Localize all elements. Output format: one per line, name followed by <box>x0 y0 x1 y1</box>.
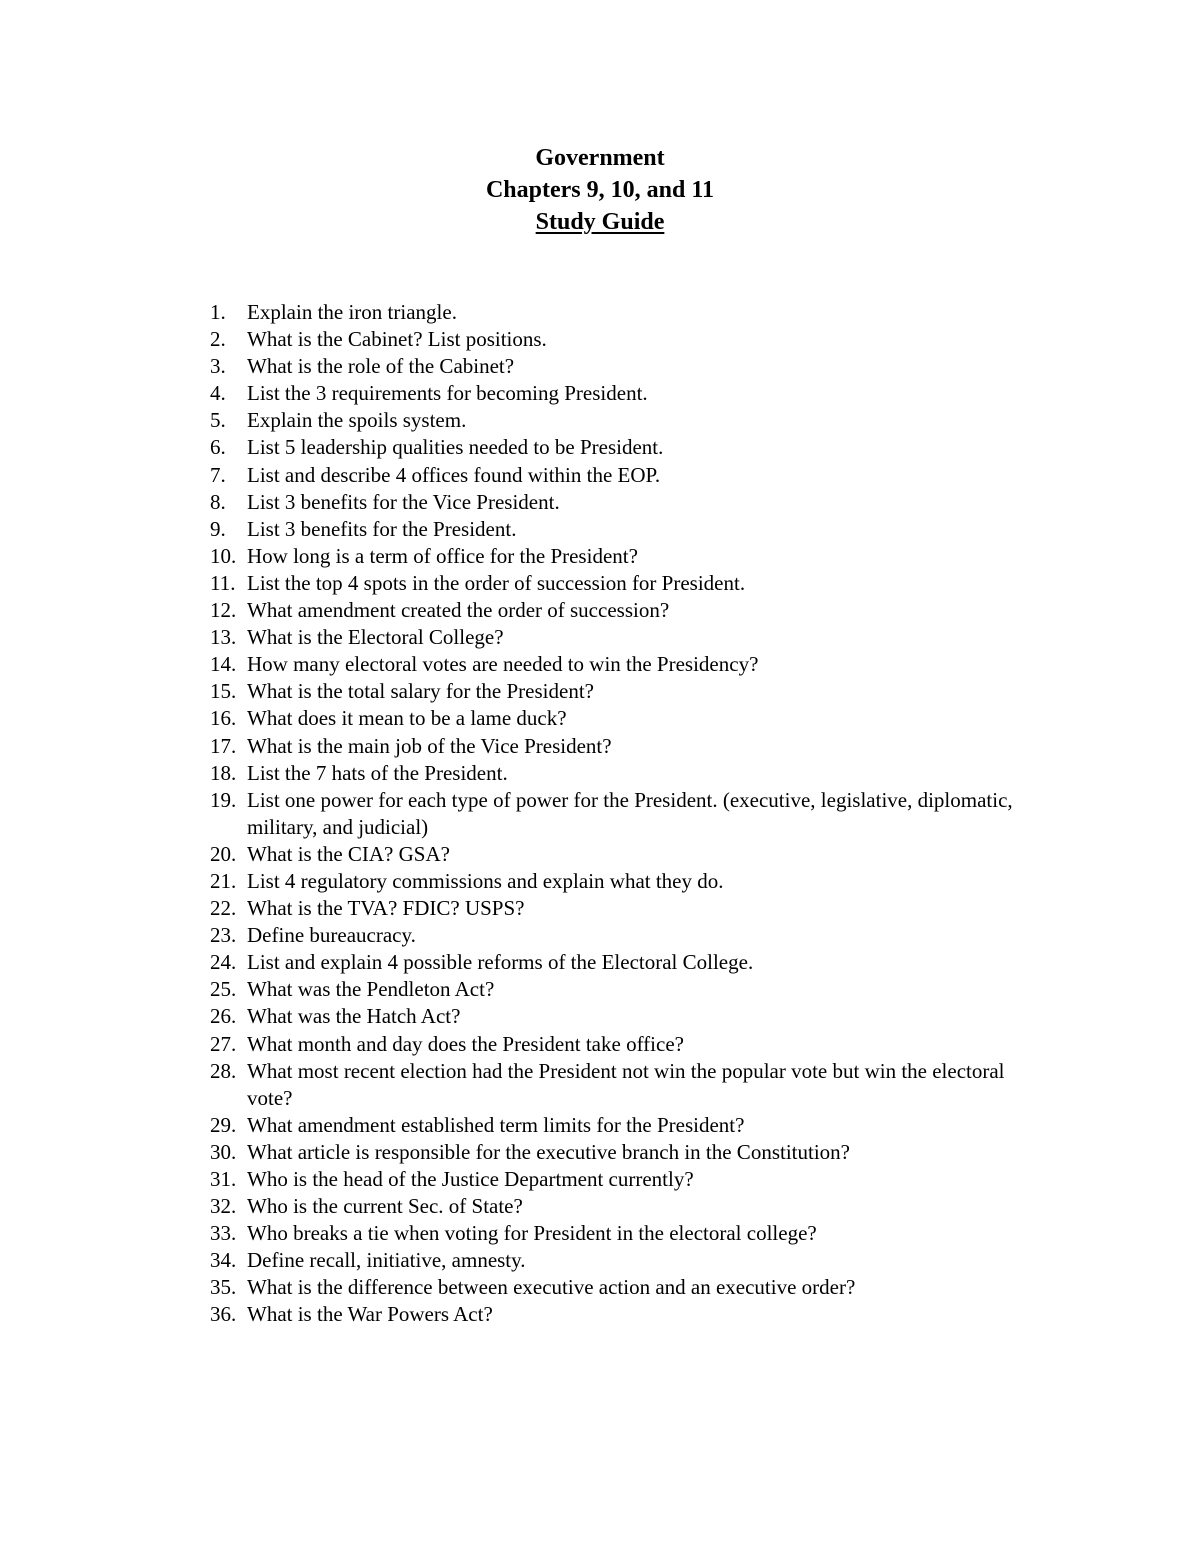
question-text: What is the total salary for the President? <box>247 679 594 704</box>
question-number: 18. <box>210 760 237 785</box>
question-number: 20. <box>210 841 237 866</box>
question-text: List and describe 4 offices found within the EOP. <box>247 462 661 487</box>
question-text: List 5 leadership qualities needed to be President. <box>247 435 664 460</box>
list-item <box>210 353 1030 380</box>
question-number: 33. <box>210 1221 237 1246</box>
question-text: Define recall, initiative, amnesty. <box>247 1248 526 1273</box>
question-text: List the 7 hats of the President. <box>247 760 508 785</box>
question-text: What was the Pendleton Act? <box>247 977 495 1002</box>
list-item <box>210 299 1030 326</box>
question-text: List 3 benefits for the Vice President. <box>247 489 560 514</box>
question-number: 14. <box>210 652 237 677</box>
document-title: Government <box>535 145 665 171</box>
list-item <box>210 434 1030 461</box>
question-number: 27. <box>210 1031 237 1056</box>
list-item <box>210 1193 1030 1220</box>
list-item <box>210 380 1030 407</box>
question-number: 23. <box>210 923 237 948</box>
list-item <box>210 597 1030 624</box>
question-number: 36. <box>210 1302 237 1327</box>
document-heading: Study Guide <box>535 209 665 235</box>
question-number: 22. <box>210 896 237 921</box>
list-item <box>210 976 1030 1003</box>
question-number: 26. <box>210 1004 237 1029</box>
question-text: How long is a term of office for the President? <box>247 543 638 568</box>
question-number: 5. <box>210 408 226 433</box>
question-number: 34. <box>210 1248 237 1273</box>
question-number: 31. <box>210 1167 237 1191</box>
list-item <box>210 1220 1030 1247</box>
question-number: 6. <box>210 435 226 460</box>
question-number: 7. <box>210 462 226 487</box>
question-text: What is the TVA? FDIC? USPS? <box>247 896 525 921</box>
question-number: 25. <box>210 977 237 1002</box>
list-item <box>210 733 1030 760</box>
question-number: 28. <box>210 1058 237 1083</box>
list-item <box>210 326 1030 353</box>
list-item <box>210 516 1030 543</box>
question-text: What amendment created the order of succession? <box>247 598 670 623</box>
list-item <box>210 1031 1030 1058</box>
list-item <box>210 1112 1030 1139</box>
question-text: What is the CIA? GSA? <box>247 841 450 866</box>
question-text: What is the role of the Cabinet? <box>247 354 515 379</box>
question-number: 13. <box>210 625 237 650</box>
list-item <box>210 543 1030 570</box>
question-text: List the top 4 spots in the order of succession for President. <box>247 570 746 595</box>
question-number: 4. <box>210 381 226 406</box>
list-item <box>210 895 1030 922</box>
question-number: 17. <box>210 733 237 758</box>
list-item <box>210 1058 1030 1112</box>
list-item <box>210 462 1030 489</box>
document-subtitle: Chapters 9, 10, and 11 <box>485 177 715 203</box>
question-text: What is the War Powers Act? <box>247 1302 493 1327</box>
question-text: What article is responsible for the executive branch in the Constitution? <box>247 1139 850 1164</box>
question-number: 30. <box>210 1139 237 1164</box>
list-item <box>210 407 1030 434</box>
question-text: List 4 regulatory commissions and explain what they do. <box>247 868 724 893</box>
question-text: How many electoral votes are needed to win the Presidency? <box>247 652 759 677</box>
question-text: What is the Cabinet? List positions. <box>247 327 547 352</box>
question-text: What most recent election had the President not win the popular vote but win the electoral vote? <box>247 1058 1005 1110</box>
list-item <box>210 1247 1030 1274</box>
question-number: 29. <box>210 1112 237 1137</box>
list-item <box>210 868 1030 895</box>
question-text: What does it mean to be a lame duck? <box>247 706 567 731</box>
list-item <box>210 1003 1030 1030</box>
question-number: 35. <box>210 1275 237 1300</box>
question-text: Who breaks a tie when voting for President in the electoral college? <box>247 1221 817 1246</box>
question-text: What is the main job of the Vice President? <box>247 733 612 758</box>
question-number: 16. <box>210 706 237 731</box>
list-item <box>210 1139 1030 1166</box>
question-text: What is the Electoral College? <box>247 625 504 650</box>
question-text: Who is the current Sec. of State? <box>247 1194 523 1219</box>
question-number: 15. <box>210 679 237 704</box>
question-text: List one power for each type of power for the President. (executive, legislative, diplomatic, military, and judicial) <box>247 787 1013 839</box>
list-item <box>210 651 1030 678</box>
list-item <box>210 922 1030 949</box>
question-text: List 3 benefits for the President. <box>247 516 517 541</box>
list-item <box>210 949 1030 976</box>
question-text: List and explain 4 possible reforms of the Electoral College. <box>247 950 754 975</box>
list-item <box>210 624 1030 651</box>
question-text: What was the Hatch Act? <box>247 1004 461 1029</box>
question-text: Explain the iron triangle. <box>247 300 457 324</box>
question-text: List the 3 requirements for becoming President. <box>247 381 648 406</box>
list-item <box>210 678 1030 705</box>
question-number: 21. <box>210 868 237 893</box>
question-text: Who is the head of the Justice Department currently? <box>247 1167 694 1191</box>
question-number: 10. <box>210 543 237 568</box>
question-number: 12. <box>210 598 237 623</box>
list-item <box>210 1274 1030 1301</box>
list-item <box>210 787 1030 841</box>
question-number: 24. <box>210 950 237 975</box>
list-item <box>210 570 1030 597</box>
question-text: Explain the spoils system. <box>247 408 467 433</box>
list-item <box>210 705 1030 732</box>
question-number: 8. <box>210 489 226 514</box>
title-block <box>0 142 1200 238</box>
question-text: What is the difference between executive action and an executive order? <box>247 1275 856 1300</box>
list-item <box>210 1301 1030 1328</box>
question-number: 3. <box>210 354 226 379</box>
question-list <box>210 299 1030 1329</box>
list-item <box>210 1166 1030 1193</box>
question-text: Define bureaucracy. <box>247 923 416 948</box>
list-item <box>210 760 1030 787</box>
question-number: 1. <box>210 300 226 324</box>
question-text: What amendment established term limits for the President? <box>247 1112 745 1137</box>
question-number: 2. <box>210 327 226 352</box>
question-number: 32. <box>210 1194 237 1219</box>
question-number: 11. <box>210 570 236 595</box>
question-text: What month and day does the President take office? <box>247 1031 684 1056</box>
question-number: 9. <box>210 516 226 541</box>
list-item <box>210 489 1030 516</box>
list-item <box>210 841 1030 868</box>
question-number: 19. <box>210 787 237 812</box>
